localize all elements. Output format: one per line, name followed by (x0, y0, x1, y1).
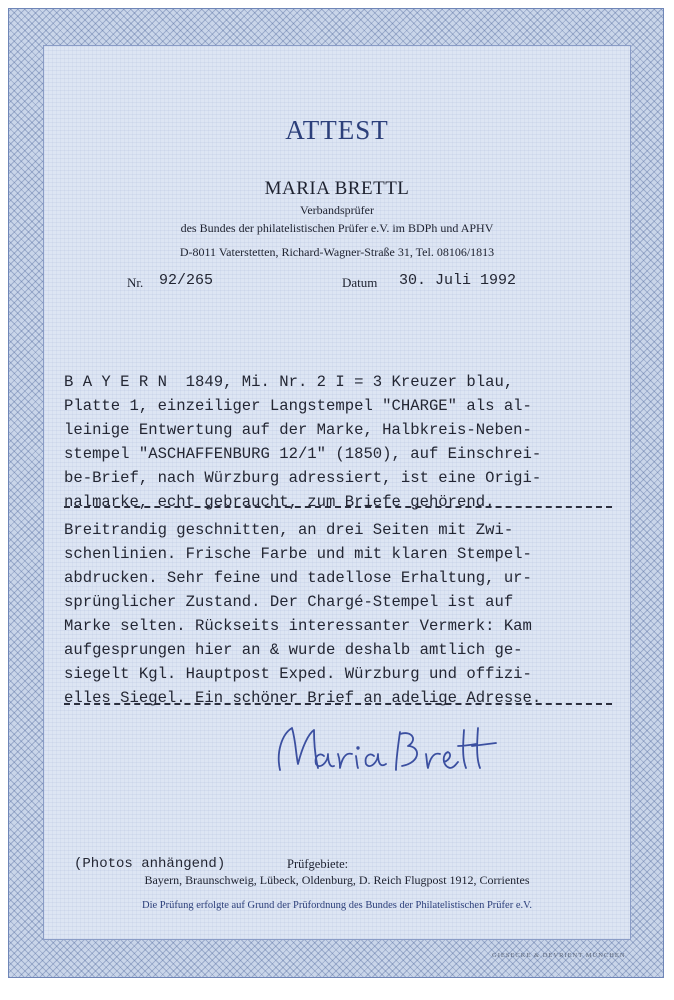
handwritten-signature (262, 712, 512, 782)
nr-label: Nr. (127, 275, 144, 290)
footnote: Die Prüfung erfolgte auf Grund der Prüfordnung des Bundes der Philatelistischen Prüfer e.V. (142, 900, 532, 911)
examiner-association: des Bundes der philatelistischen Prüfer e.V. im BDPh und APHV (180, 221, 494, 235)
nr-value: 92/265 (159, 272, 214, 289)
condition-line: aufgesprungen hier an & wurde deshalb amtlich ge- (64, 641, 523, 659)
description-line: Platte 1, einzeiliger Langstempel "CHARGE" als al- (64, 397, 532, 415)
description-line: B A Y E R N 1849, Mi. Nr. 2 I = 3 Kreuzer blau, (64, 373, 514, 391)
stamp-description (64, 370, 612, 514)
description-line: nalmarke, echt gebraucht, zum Briefe gehörend. (64, 493, 495, 511)
datum-label: Datum (342, 275, 378, 290)
condition-line: elles Siegel. Ein schöner Brief an adelige Adresse. (64, 689, 542, 707)
condition-line: Breitrandig geschnitten, an drei Seiten mit Zwi- (64, 521, 514, 539)
dashed-divider (64, 703, 612, 705)
pruefgebiete-label: Prüfgebiete: (287, 857, 349, 871)
description-line: be-Brief, nach Würzburg adressiert, ist eine Origi- (64, 469, 542, 487)
condition-line: abdrucken. Sehr feine und tadellose Erhaltung, ur- (64, 569, 532, 587)
description-line: stempel "ASCHAFFENBURG 12/1" (1850), auf Einschrei- (64, 445, 542, 463)
printer-imprint: GIESECKE & DEVRIENT MÜNCHEN (492, 952, 626, 959)
condition-line: siegelt Kgl. Hauptpost Exped. Würzburg und offizi- (64, 665, 532, 683)
condition-description (64, 518, 612, 710)
condition-line: schenlinien. Frische Farbe und mit klaren Stempel- (64, 545, 532, 563)
examiner-address: D-8011 Vaterstetten, Richard-Wagner-Straße 31, Tel. 08106/1813 (179, 245, 495, 259)
description-line: leinige Entwertung auf der Marke, Halbkreis-Neben- (64, 421, 532, 439)
condition-line: Marke selten. Rückseits interessanter Vermerk: Kam (64, 617, 532, 635)
examiner-role: Verbandsprüfer (300, 203, 374, 217)
certificate-title: ATTEST (285, 115, 389, 145)
datum-value: 30. Juli 1992 (399, 272, 517, 289)
photos-note: (Photos anhängend) (74, 856, 226, 872)
examiner-name: MARIA BRETTL (264, 178, 410, 199)
condition-line: sprünglicher Zustand. Der Chargé-Stempel ist auf (64, 593, 514, 611)
dashed-divider (64, 506, 612, 508)
pruefgebiete-value: Bayern, Braunschweig, Lübeck, Oldenburg, D. Reich Flugpost 1912, Corrientes (144, 873, 530, 887)
